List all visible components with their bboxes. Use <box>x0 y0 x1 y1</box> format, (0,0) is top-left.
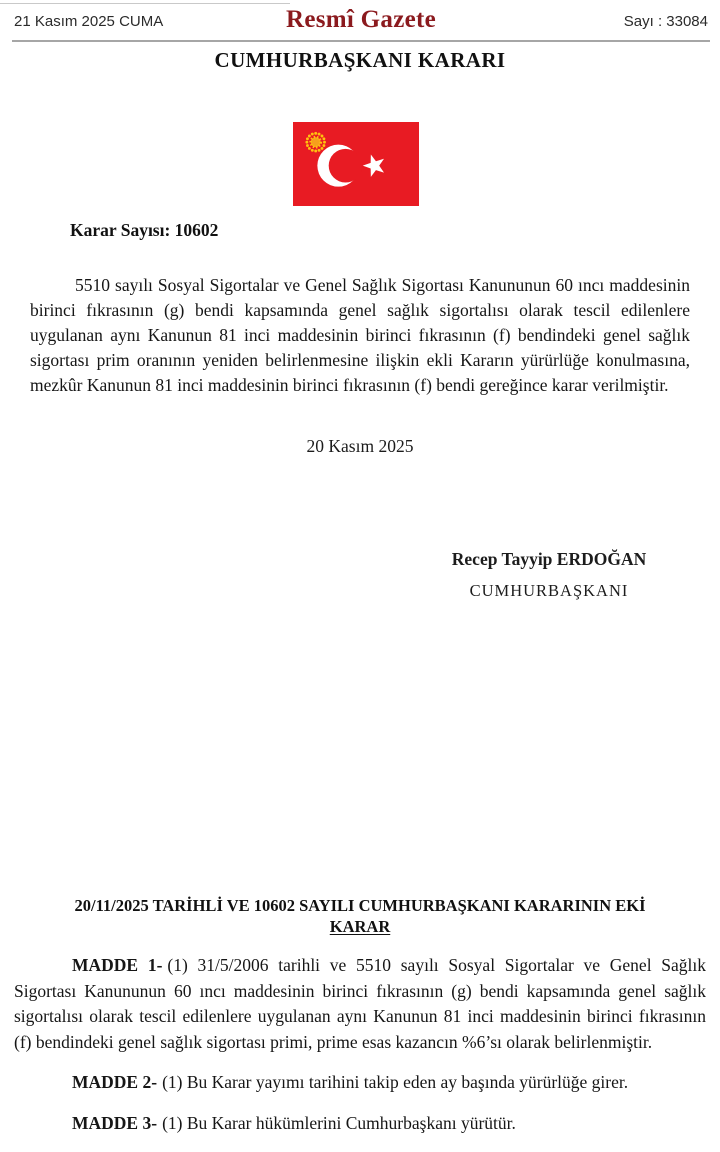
annex-heading-line1: 20/11/2025 TARİHLİ VE 10602 SAYILI CUMHURBAŞKANI KARARININ EKİ <box>74 896 646 915</box>
article-madde-2 <box>14 1070 706 1096</box>
scan-artifact-line <box>0 3 290 4</box>
annex-articles <box>14 953 706 1151</box>
article-2-text: (1) Bu Karar yayımı tarihini takip eden ay başında yürürlüğe girer. <box>162 1072 629 1092</box>
article-madde-1 <box>14 953 706 1055</box>
decree-title: CUMHURBAŞKANI KARARI <box>214 48 506 72</box>
gazette-masthead: Resmî Gazete <box>285 6 437 33</box>
article-1-label: MADDE 1- <box>72 955 163 975</box>
header-divider <box>12 40 710 42</box>
annex-heading-line2: KARAR <box>329 917 391 936</box>
article-madde-3 <box>14 1111 706 1137</box>
decree-number: Karar Sayısı: 10602 <box>70 220 219 240</box>
signature-block <box>404 549 694 601</box>
decree-date: 20 Kasım 2025 <box>306 436 414 456</box>
turkish-flag-graphic <box>293 122 419 206</box>
gazette-header <box>14 8 708 34</box>
article-1-text: (1) 31/5/2006 tarihli ve 5510 sayılı Sosyal Sigortalar ve Genel Sağlık Sigortası Kanununun 60 ıncı maddesinin birinci fıkrasının (g) bendi kapsamında genel sağlık sigortalısı olarak tescil edilenlere uygulanan aynı Kanunun 81 inci maddesinin birinci fıkrasının (f) bendindeki genel sağlık sigortası primi, prime esas kazancın %6’sı olarak belirlenmiştir. <box>14 955 707 1052</box>
article-3-text: (1) Bu Karar hükümlerini Cumhurbaşkanı yürütür. <box>162 1112 516 1133</box>
gazette-date: 21 Kasım 2025 CUMA <box>14 12 164 30</box>
signatory-title: CUMHURBAŞKANI <box>469 581 629 600</box>
turkish-presidential-flag-image <box>293 122 419 206</box>
decree-body-paragraph: 5510 sayılı Sosyal Sigortalar ve Genel Sağlık Sigortası Kanununun 60 ıncı maddesinin birinci fıkrasının (g) bendi kapsamında genel sağlık sigortalısı olarak tescil edilenlere uygulanan aynı Kanunun 81 inci maddesinin birinci fıkrasının (f) bendindeki genel sağlık sigortası prim oranının yeniden belirlenmesine ilişkin ekli Kararın yürürlüğe konulmasına, mezkûr Kanunun 81 inci maddesinin birinci fıkrasının (f) bendi gereğince karar verilmiştir. <box>30 274 690 395</box>
crescent-cutout <box>329 149 363 183</box>
gazette-issue-number: Sayı : 33084 <box>623 12 708 30</box>
signatory-name: Recep Tayyip ERDOĞAN <box>451 549 647 569</box>
article-2-label: MADDE 2- <box>72 1072 158 1092</box>
article-3-label: MADDE 3- <box>72 1112 158 1133</box>
annex-heading <box>20 895 700 937</box>
